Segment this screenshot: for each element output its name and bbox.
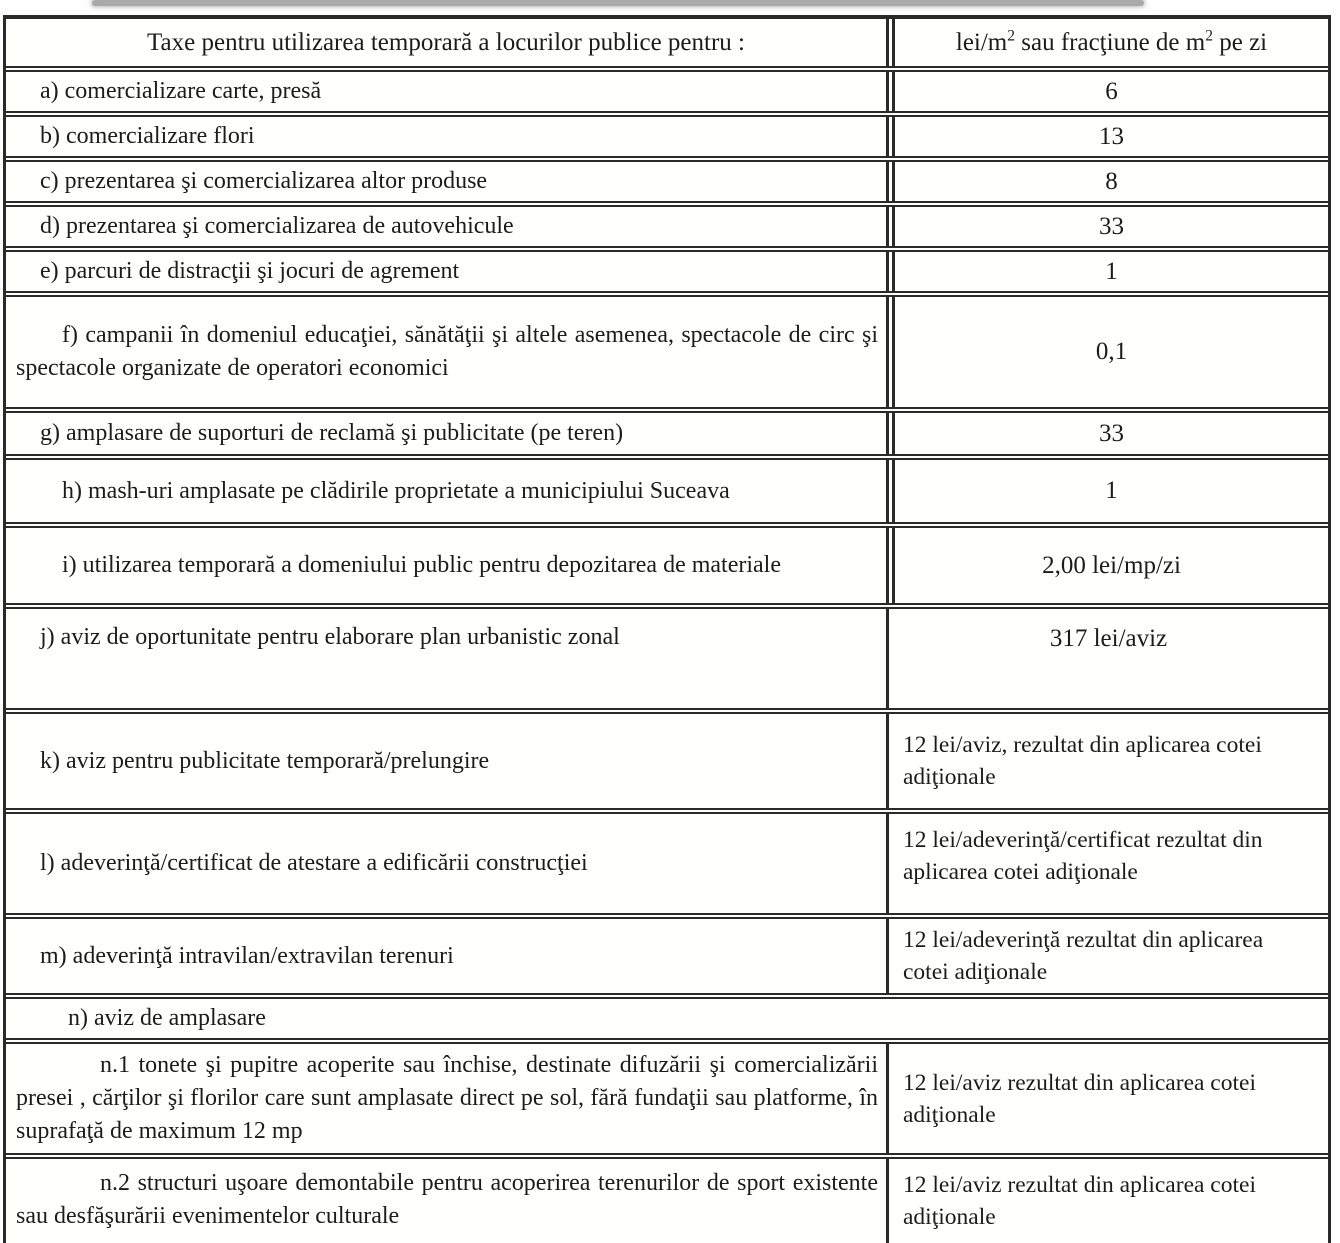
table-row-a — [6, 66, 1328, 111]
row-value-text: 0,1 — [1095, 338, 1128, 365]
row-label: k) aviz pentru publicitate temporară/prelungire — [40, 747, 490, 774]
header-unit-post: pe zi — [1212, 28, 1268, 56]
row-label: n) aviz de amplasare — [68, 1005, 266, 1031]
table-row-l — [6, 808, 1328, 913]
row-value — [886, 252, 1328, 291]
table-row-e — [6, 246, 1328, 291]
row-value-text: 8 — [1105, 167, 1118, 195]
row-value — [886, 72, 1328, 111]
row-value — [886, 460, 1328, 522]
row-label: c) prezentarea şi comercializarea altor produse — [40, 168, 488, 194]
row-label: n.1 tonete şi pupitre acoperite sau închise, destinate difuzării şi comercializării presei , cărţilor şi florilor care sunt amplasate direct pe sol, fără fundaţii sau platforme, în suprafaţă de maximum 12 mp — [16, 1052, 878, 1144]
row-value — [886, 1159, 1328, 1243]
tax-table — [3, 15, 1331, 1243]
row-value — [886, 814, 1328, 913]
row-value-text: 1 — [1105, 257, 1118, 285]
row-label: b) comercializare flori — [40, 123, 255, 149]
row-value-text: 12 lei/aviz, rezultat din aplicarea cotei adiţionale — [903, 732, 1262, 790]
row-value — [886, 413, 1328, 454]
row-value — [886, 1044, 1328, 1153]
table-row-c — [6, 156, 1328, 201]
row-value-text: 33 — [1099, 419, 1124, 447]
row-value-text: 12 lei/aviz rezultat din aplicarea cotei adiţionale — [903, 1069, 1256, 1128]
scan-artifact-band — [92, 0, 1144, 6]
header-col1: Taxe pentru utilizarea temporară a locurilor publice pentru : — [147, 29, 745, 56]
row-value — [886, 609, 1328, 708]
row-label: d) prezentarea şi comercializarea de autovehicule — [40, 213, 514, 239]
header-unit-pre: lei/m — [955, 28, 1008, 56]
header-col2-text — [956, 27, 1267, 59]
table-row-h — [6, 454, 1328, 522]
row-label: a) comercializare carte, presă — [40, 78, 322, 104]
row-value — [886, 714, 1328, 808]
row-label: n.2 structuri uşoare demontabile pentru acoperirea terenurilor de sport existente sau desfăşurării evenimentelor culturale — [16, 1170, 878, 1229]
row-value-text: 12 lei/adeverinţă/certificat rezultat din aplicarea cotei adiţionale — [903, 827, 1263, 885]
table-row-m — [6, 913, 1328, 993]
table-row-i — [6, 522, 1328, 603]
table-row-b — [6, 111, 1328, 156]
row-label: j) aviz de oportunitate pentru elaborare plan urbanistic zonal — [40, 624, 620, 650]
row-value — [886, 117, 1328, 156]
row-label: h) mash-uri amplasate pe clădirile proprietate a municipiului Suceava — [62, 477, 730, 504]
superscript-2-icon: 2 — [1007, 27, 1016, 45]
superscript-2-icon: 2 — [1205, 27, 1213, 45]
row-value-text: 33 — [1099, 212, 1124, 240]
row-value — [886, 207, 1328, 246]
header-col2 — [886, 19, 1328, 66]
table-row-n — [6, 993, 1328, 1038]
table-row-k — [6, 708, 1328, 808]
table-row-g — [6, 407, 1328, 454]
row-label: l) adeverinţă/certificat de atestare a edificării construcţiei — [40, 850, 588, 876]
table-row-f — [6, 291, 1328, 407]
row-label: e) parcuri de distracţii şi jocuri de agrement — [40, 258, 460, 284]
row-label: g) amplasare de suporturi de reclamă şi publicitate (pe teren) — [40, 420, 624, 446]
table-row-d — [6, 201, 1328, 246]
row-value — [886, 297, 1328, 407]
row-label: f) campanii în domeniul educaţiei, sănătăţii şi altele asemenea, spectacole de circ şi spectacole organizate de operatori economici — [16, 322, 878, 381]
row-value — [886, 528, 1328, 603]
row-value — [886, 162, 1328, 201]
row-label: i) utilizarea temporară a domeniului public pentru depozitarea de materiale — [62, 552, 782, 578]
row-value-text: 317 lei/aviz — [1049, 625, 1168, 652]
table-header-row — [6, 19, 1328, 66]
row-value-text: 1 — [1105, 477, 1118, 504]
row-value-text: 12 lei/aviz rezultat din aplicarea cotei adiţionale — [903, 1172, 1256, 1230]
row-value-text: 2,00 lei/mp/zi — [1042, 551, 1181, 579]
row-label: m) adeverinţă intravilan/extravilan terenuri — [40, 942, 454, 969]
header-unit-mid: sau fracţiune de m — [1015, 28, 1206, 56]
table-row-n2 — [6, 1153, 1328, 1243]
table-row-n1 — [6, 1038, 1328, 1153]
row-value — [886, 919, 1328, 993]
row-value-text: 6 — [1105, 77, 1118, 105]
table-row-j — [6, 603, 1328, 708]
row-value-text: 12 lei/adeverinţă rezultat din aplicarea cotei adiţionale — [903, 927, 1264, 985]
row-value-text: 13 — [1099, 122, 1124, 150]
